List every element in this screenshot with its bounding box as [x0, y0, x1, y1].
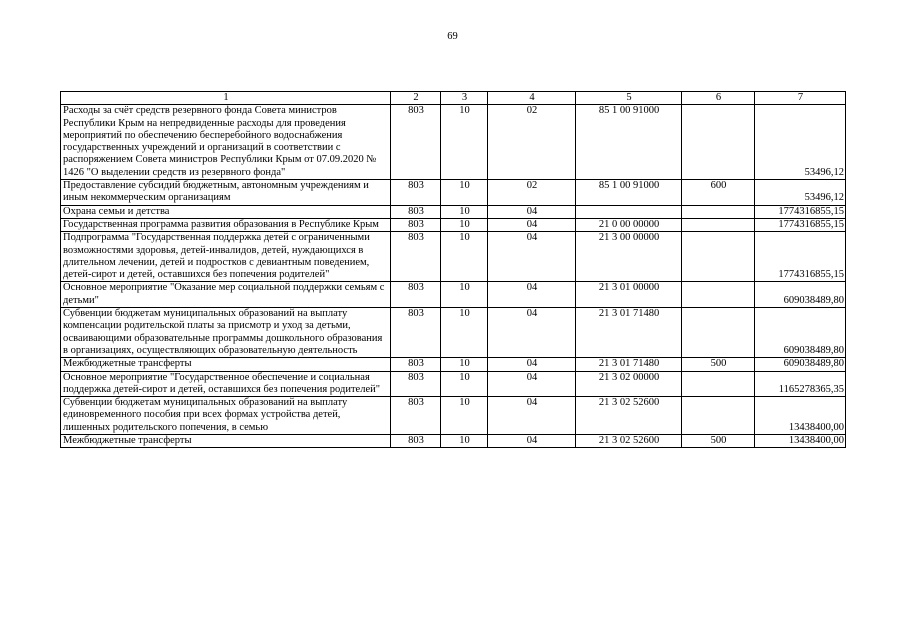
table-header-row [61, 92, 846, 105]
table-row [61, 282, 846, 308]
code-2-cell: 803 [391, 180, 441, 206]
header-cell-5: 5 [576, 92, 682, 105]
code-5-cell: 21 3 00 00000 [576, 232, 682, 282]
code-2-cell: 803 [391, 105, 441, 180]
code-6-cell [682, 371, 755, 397]
name-cell: Охрана семьи и детства [61, 205, 391, 218]
header-cell-2: 2 [391, 92, 441, 105]
code-4-cell: 04 [488, 435, 576, 448]
name-cell: Субвенции бюджетам муниципальных образований на выплату компенсации родительской платы за присмотр и уход за детьми, осваивающими образовательные программы дошкольного образования в организациях, осуществляющих образовательную деятельность [61, 308, 391, 358]
name-cell: Предоставление субсидий бюджетным, автономным учреждениям и иным некоммерческим организациям [61, 180, 391, 206]
code-5-cell: 21 3 02 52600 [576, 435, 682, 448]
header-cell-7: 7 [755, 92, 846, 105]
table-row [61, 218, 846, 231]
header-cell-6: 6 [682, 92, 755, 105]
code-5-cell: 21 3 01 00000 [576, 282, 682, 308]
code-3-cell: 10 [441, 205, 488, 218]
code-4-cell: 04 [488, 358, 576, 371]
table-row [61, 180, 846, 206]
table-row [61, 205, 846, 218]
code-2-cell: 803 [391, 397, 441, 435]
code-2-cell: 803 [391, 205, 441, 218]
code-5-cell: 21 3 01 71480 [576, 358, 682, 371]
amount-cell: 609038489,80 [755, 308, 846, 358]
code-3-cell: 10 [441, 218, 488, 231]
header-cell-1: 1 [61, 92, 391, 105]
name-cell: Межбюджетные трансферты [61, 435, 391, 448]
name-cell: Основное мероприятие "Оказание мер социальной поддержки семьям с детьми" [61, 282, 391, 308]
table-row [61, 105, 846, 180]
code-3-cell: 10 [441, 397, 488, 435]
code-6-cell: 500 [682, 358, 755, 371]
code-4-cell: 04 [488, 232, 576, 282]
amount-cell: 609038489,80 [755, 282, 846, 308]
name-cell: Основное мероприятие "Государственное обеспечение и социальная поддержка детей-сирот и детей, оставшихся без попечения родителей" [61, 371, 391, 397]
amount-cell: 1165278365,35 [755, 371, 846, 397]
code-3-cell: 10 [441, 371, 488, 397]
code-4-cell: 04 [488, 282, 576, 308]
code-2-cell: 803 [391, 282, 441, 308]
code-6-cell [682, 308, 755, 358]
table-row [61, 371, 846, 397]
code-6-cell [682, 218, 755, 231]
name-cell: Государственная программа развития образования в Республике Крым [61, 218, 391, 231]
code-5-cell: 21 3 01 71480 [576, 308, 682, 358]
name-cell: Межбюджетные трансферты [61, 358, 391, 371]
table-row [61, 397, 846, 435]
code-5-cell: 21 3 02 52600 [576, 397, 682, 435]
code-4-cell: 04 [488, 308, 576, 358]
amount-cell: 53496,12 [755, 105, 846, 180]
table-row [61, 308, 846, 358]
code-5-cell: 21 3 02 00000 [576, 371, 682, 397]
table-row [61, 232, 846, 282]
page-number: 69 [447, 31, 458, 42]
table-row [61, 358, 846, 371]
code-5-cell: 21 0 00 00000 [576, 218, 682, 231]
table-row [61, 435, 846, 448]
code-2-cell: 803 [391, 358, 441, 371]
code-2-cell: 803 [391, 232, 441, 282]
code-5-cell [576, 205, 682, 218]
code-3-cell: 10 [441, 232, 488, 282]
code-6-cell [682, 105, 755, 180]
code-6-cell [682, 397, 755, 435]
code-3-cell: 10 [441, 358, 488, 371]
code-3-cell: 10 [441, 105, 488, 180]
code-6-cell: 600 [682, 180, 755, 206]
code-4-cell: 04 [488, 397, 576, 435]
amount-cell: 1774316855,15 [755, 232, 846, 282]
name-cell: Подпрограмма "Государственная поддержка детей с ограниченными возможностями здоровья, детей-инвалидов, детей, нуждающихся в длительном лечении, детей и подростков с девиантным поведением, детей-сирот и детей, оставшихся без попечения родителей" [61, 232, 391, 282]
code-4-cell: 04 [488, 218, 576, 231]
amount-cell: 1774316855,15 [755, 205, 846, 218]
code-5-cell: 85 1 00 91000 [576, 105, 682, 180]
code-4-cell: 02 [488, 105, 576, 180]
header-cell-3: 3 [441, 92, 488, 105]
code-4-cell: 02 [488, 180, 576, 206]
code-4-cell: 04 [488, 371, 576, 397]
code-2-cell: 803 [391, 308, 441, 358]
code-3-cell: 10 [441, 180, 488, 206]
code-2-cell: 803 [391, 435, 441, 448]
amount-cell: 609038489,80 [755, 358, 846, 371]
amount-cell: 13438400,00 [755, 397, 846, 435]
name-cell: Субвенции бюджетам муниципальных образований на выплату единовременного пособия при всех формах устройства детей, лишенных родительского попечения, в семью [61, 397, 391, 435]
code-4-cell: 04 [488, 205, 576, 218]
code-3-cell: 10 [441, 308, 488, 358]
code-6-cell [682, 282, 755, 308]
code-6-cell [682, 205, 755, 218]
amount-cell: 1774316855,15 [755, 218, 846, 231]
code-6-cell: 500 [682, 435, 755, 448]
code-3-cell: 10 [441, 435, 488, 448]
code-2-cell: 803 [391, 218, 441, 231]
amount-cell: 13438400,00 [755, 435, 846, 448]
code-3-cell: 10 [441, 282, 488, 308]
header-cell-4: 4 [488, 92, 576, 105]
amount-cell: 53496,12 [755, 180, 846, 206]
code-5-cell: 85 1 00 91000 [576, 180, 682, 206]
name-cell: Расходы за счёт средств резервного фонда Совета министров Республики Крым на непредвиденные расходы для проведения мероприятий по обеспечению бесперебойного водоснабжения государственных учреждений и организаций в соответствии с распоряжением Совета министров Республики Крым от 07.09.2020 № 1426 "О выделении средств из резервного фонда" [61, 105, 391, 180]
code-2-cell: 803 [391, 371, 441, 397]
budget-table [60, 91, 846, 448]
code-6-cell [682, 232, 755, 282]
